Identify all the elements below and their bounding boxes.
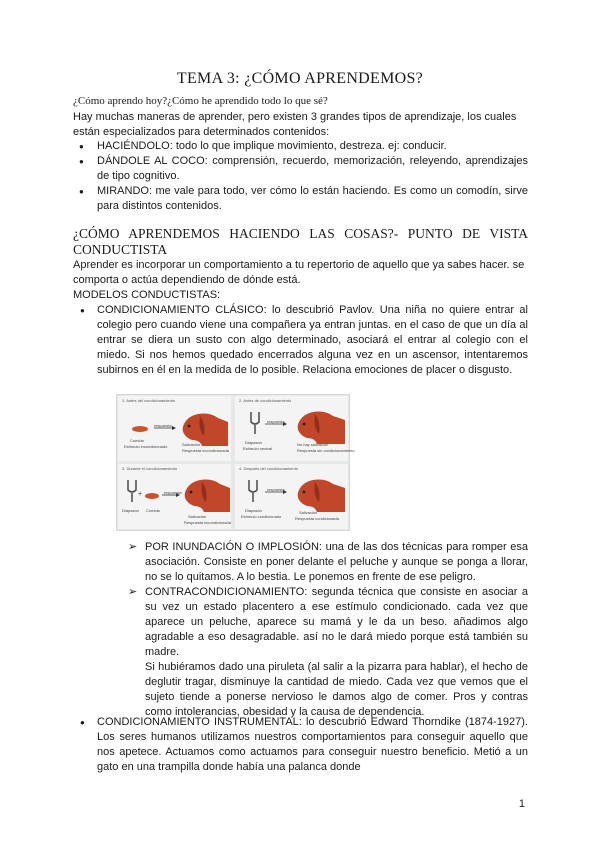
instrumental-conditioning-text: CONDICIONAMIENTO INSTRUMENTAL: lo descubrió Edward Thorndike (1874-1927). Los seres humanos utilizamos nuestros comportamientos para conseguir aquello que nos apetece. Actuamos como actuamos para conseguir nuestro beneficio. Metió a un gato en una trampilla donde había una palanca donde xyxy=(97,716,528,773)
subtitle-question: ¿Cómo aprendo hoy?¿Cómo he aprendido todo lo que sé? xyxy=(73,95,328,107)
page-number: 1 xyxy=(518,798,525,810)
learning-type-watching: ● MIRANDO: me vale para todo, ver cómo lo están haciendo. Es como un comodín, sirve para distintos contenidos. xyxy=(73,184,528,214)
panel-caption: 1. Antes del condicionamiento xyxy=(122,398,176,403)
intro-paragraph: Hay muchas maneras de aprender, pero existen 3 grandes tipos de aprendizaje, los cuales están especializados para determinados contenidos: xyxy=(73,111,517,138)
models-label: MODELOS CONDUCTISTAS: xyxy=(73,289,221,301)
instrumental-conditioning-item xyxy=(73,715,528,775)
classical-conditioning-item xyxy=(73,303,528,378)
figure-panel-2: 2. Antes de condicionamiento Diapasón Estímulo neutral respuesta No hay salivación Respuesta sin condicionamiento xyxy=(235,396,348,461)
technique-extra: Si hubiéramos dado una piruleta (al salir a la pizarra para hablar), el hecho de deglutir tragar, disminuye la cantidad de miedo. Cada vez que vemos que el sujeto tiende a ponerse nervioso le damos algo de comer. Pros y contras como intolerancias, obesidad y la causa de dependencia. xyxy=(145,661,528,718)
bullet-icon: ● xyxy=(80,718,85,727)
figure-panel-4: 4. Después del condicionamiento Diapasón Estímulo condicionado respuesta Salivación Respuesta condicionada xyxy=(235,464,348,529)
svg-text:+: + xyxy=(138,491,143,498)
arrow-bullet-icon: ➢ xyxy=(128,541,138,553)
section-heading: ¿CÓMO APRENDEMOS HACIENDO LAS COSAS?- PUNTO DE VISTA CONDUCTISTA xyxy=(73,226,528,257)
learning-types-list xyxy=(73,139,528,214)
figure-panel-1: 1. Antes del condicionamiento Comida Estímulo incondicionado respuesta Salivación Respuesta incondicionada xyxy=(118,396,231,461)
arrow-bullet-icon: ➢ xyxy=(128,586,138,598)
figure-panel-3: 3. Durante el condicionamiento + Diapasón Comida respuesta Salivación Respuesta incondicionada xyxy=(118,464,231,529)
page-title: TEMA 3: ¿CÓMO APRENDEMOS? xyxy=(176,70,424,87)
panel-caption: 3. Durante el condicionamiento xyxy=(122,466,178,471)
section-intro: Aprender es incorporar un comportamiento a tu repertorio de aquello que ya sabes hacer. se comporta o actúa dependiendo de dónde está. xyxy=(73,259,525,286)
learning-type-thinking: ● DÁNDOLE AL COCO: comprensión, recuerdo, memorización, releyendo, aprendizajes de tipo cognitivo. xyxy=(73,154,528,184)
classical-conditioning-text: CONDICIONAMIENTO CLÁSICO: lo descubrió Pavlov. Una niña no quiere entrar al colegio pero cuando viene una compañera ya entran juntas. en el caso de que un día al entrar se diera un susto con algo determinado, asociará el entrar al colegio con el miedo. Si nos hemos quedado encerrados alguna vez en un ascensor, intentaremos subirnos en él en la medida de lo posible. Relaciona emociones de placer o disgusto. xyxy=(97,304,528,376)
pavlov-conditioning-figure xyxy=(116,394,355,531)
learning-type-doing: ● HACIÉNDOLO: todo lo que implique movimiento, destreza. ej: conducir. xyxy=(73,139,528,154)
technique-counterconditioning: ➢ CONTRACONDICIONAMIENTO: segunda técnica que consiste en asociar a su vez un estado placentero a ese estímulo condicionado. cada vez que aparece un peluche, aparece su mamá y le da un beso. añadimos algo agradable a eso desagradable. así no le dará miedo porque está también su madre. Si hubiéramos dado una piruleta (al salir a la pizarra para hablar), el hecho de deglutir tragar, disminuye la cantidad de miedo. Cada vez que vemos que el sujeto tiende a ponerse nervioso le damos algo de comer. Pros y contras como intolerancias, obesidad y la causa de dependencia. xyxy=(128,586,528,718)
technique-flooding: ➢ POR INUNDACIÓN O IMPLOSIÓN: una de las dos técnicas para romper esa asociación. Consiste en poner delante el peluche y aunque se ponga a llorar, no se lo quitamos. A lo bestia. Le ponemos en frente de ese peligro. xyxy=(128,541,528,583)
bullet-icon: ● xyxy=(80,306,85,315)
panel-caption: 4. Después del condicionamiento xyxy=(239,466,298,471)
panel-caption: 2. Antes de condicionamiento xyxy=(239,398,292,403)
